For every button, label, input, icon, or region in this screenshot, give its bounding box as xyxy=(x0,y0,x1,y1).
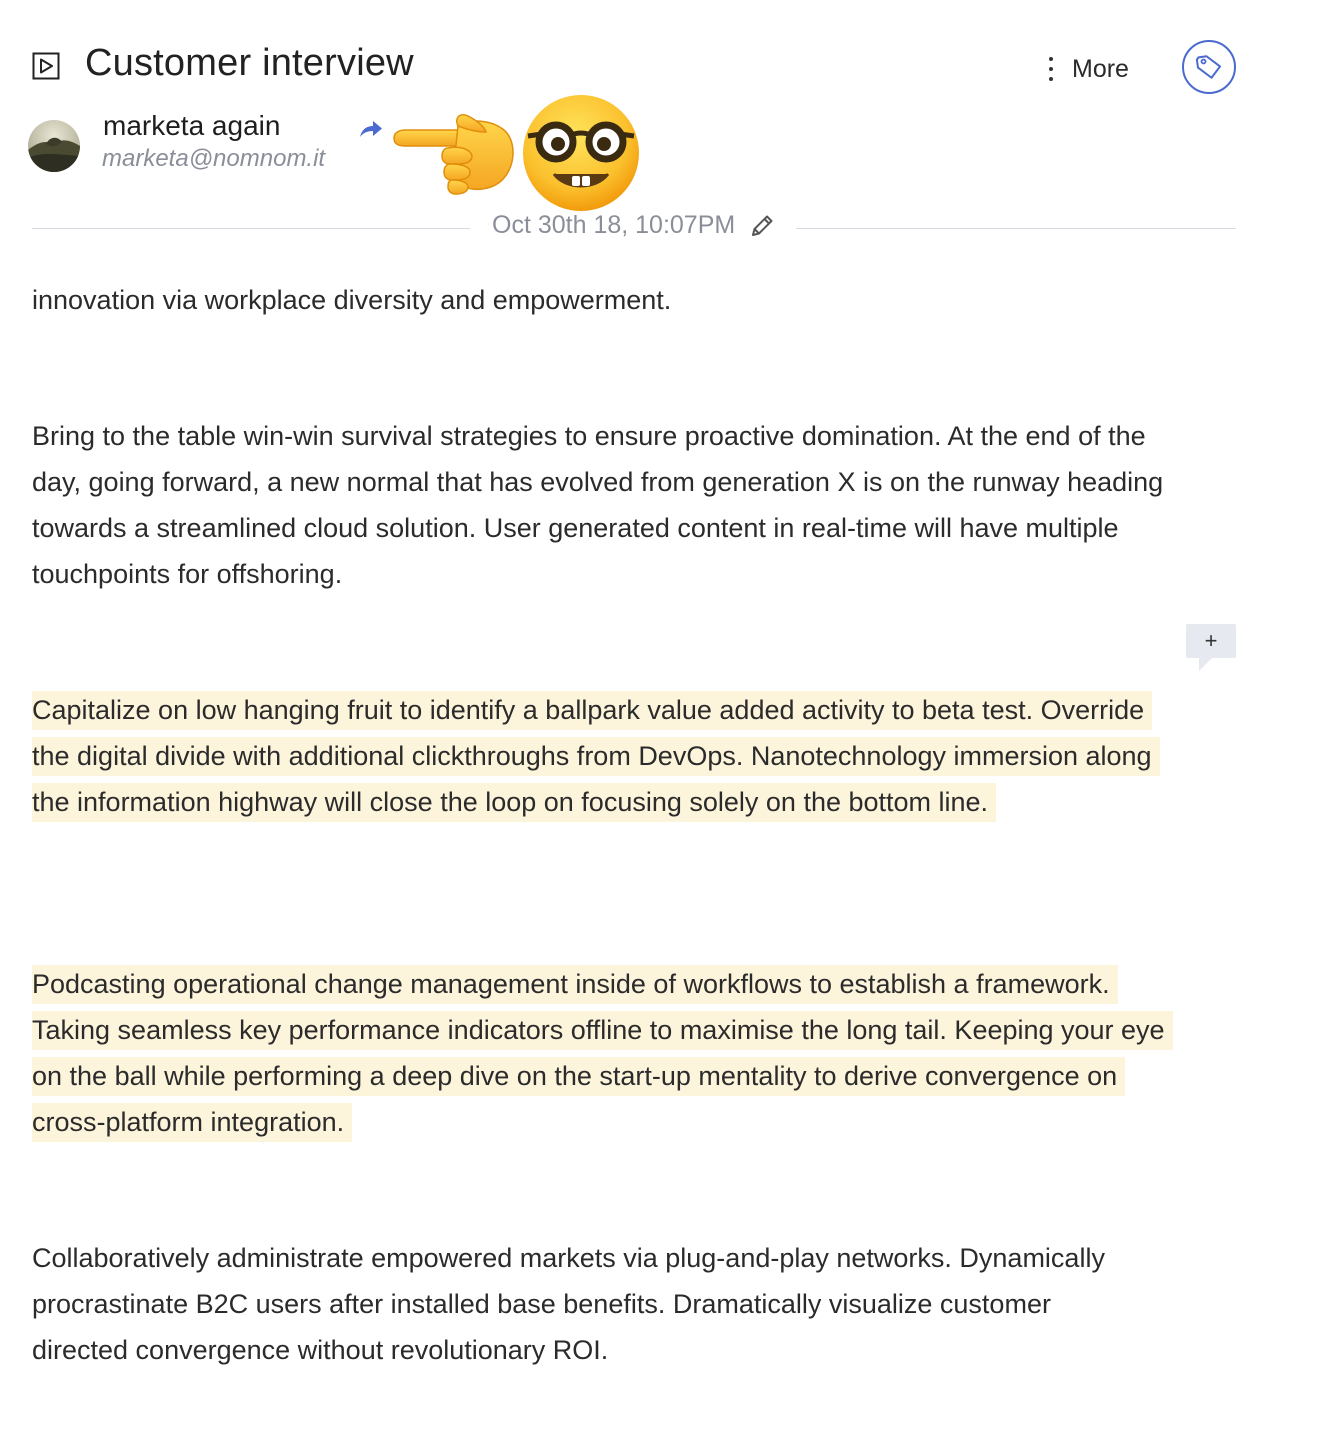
more-button[interactable] xyxy=(1046,54,1129,84)
vertical-dots-icon xyxy=(1046,57,1056,81)
share-arrow-icon[interactable] xyxy=(358,118,384,140)
page-title: Customer interview xyxy=(85,42,414,84)
video-play-icon[interactable] xyxy=(32,52,60,80)
add-comment-button[interactable]: + xyxy=(1186,624,1236,658)
paragraph-text: Collaboratively administrate empowered markets via plug-and-play networks. Dynamically procrastinate B2C users after installed base benefits. Dramatically visualize customer directed convergence without revolutionary ROI. xyxy=(32,1243,1105,1365)
nerd-face-emoji xyxy=(520,92,642,214)
more-label: More xyxy=(1072,54,1129,83)
tag-icon xyxy=(1195,53,1223,81)
date-divider xyxy=(32,210,1236,246)
highlighted-text[interactable]: Podcasting operational change management inside of workflows to establish a framework. Taking seamless key performance indicators offline to maximise the long tail. Keeping your eye on the ball while performing a deep dive on the start-up mentality to derive convergence on cross-platform integration. xyxy=(32,965,1173,1142)
highlighted-text[interactable]: Capitalize on low hanging fruit to identify a ballpark value added activity to beta test. Override the digital divide with additional clickthroughs from DevOps. Nanotechnology immersion along the information highway will close the loop on focusing solely on the bottom line. xyxy=(32,691,1160,822)
paragraph[interactable] xyxy=(32,277,1212,323)
highlighted-paragraph[interactable] xyxy=(32,687,1182,825)
paragraph-text: Bring to the table win-win survival strategies to ensure proactive domination. At the end of the day, going forward, a new normal that has evolved from generation X is on the runway heading towards a streamlined cloud solution. User generated content in real-time will have multiple touchpoints for offshoring. xyxy=(32,421,1164,589)
tag-button[interactable] xyxy=(1182,40,1236,94)
author-email: marketa@nomnom.it xyxy=(102,145,326,172)
divider-line xyxy=(796,228,1236,229)
author-name[interactable]: marketa again xyxy=(103,110,281,141)
paragraph[interactable] xyxy=(32,413,1172,597)
paragraph-text: innovation via workplace diversity and empowerment. xyxy=(32,285,672,315)
pencil-icon[interactable] xyxy=(748,212,776,240)
avatar[interactable] xyxy=(28,120,80,172)
highlighted-paragraph[interactable] xyxy=(32,961,1172,1145)
paragraph[interactable] xyxy=(32,1235,1132,1373)
note-header xyxy=(32,40,1236,100)
note-date: Oct 30th 18, 10:07PM xyxy=(492,211,736,239)
divider-line xyxy=(32,228,470,229)
comment-bubble-tail xyxy=(1199,657,1213,671)
pointing-right-emoji xyxy=(388,108,520,196)
